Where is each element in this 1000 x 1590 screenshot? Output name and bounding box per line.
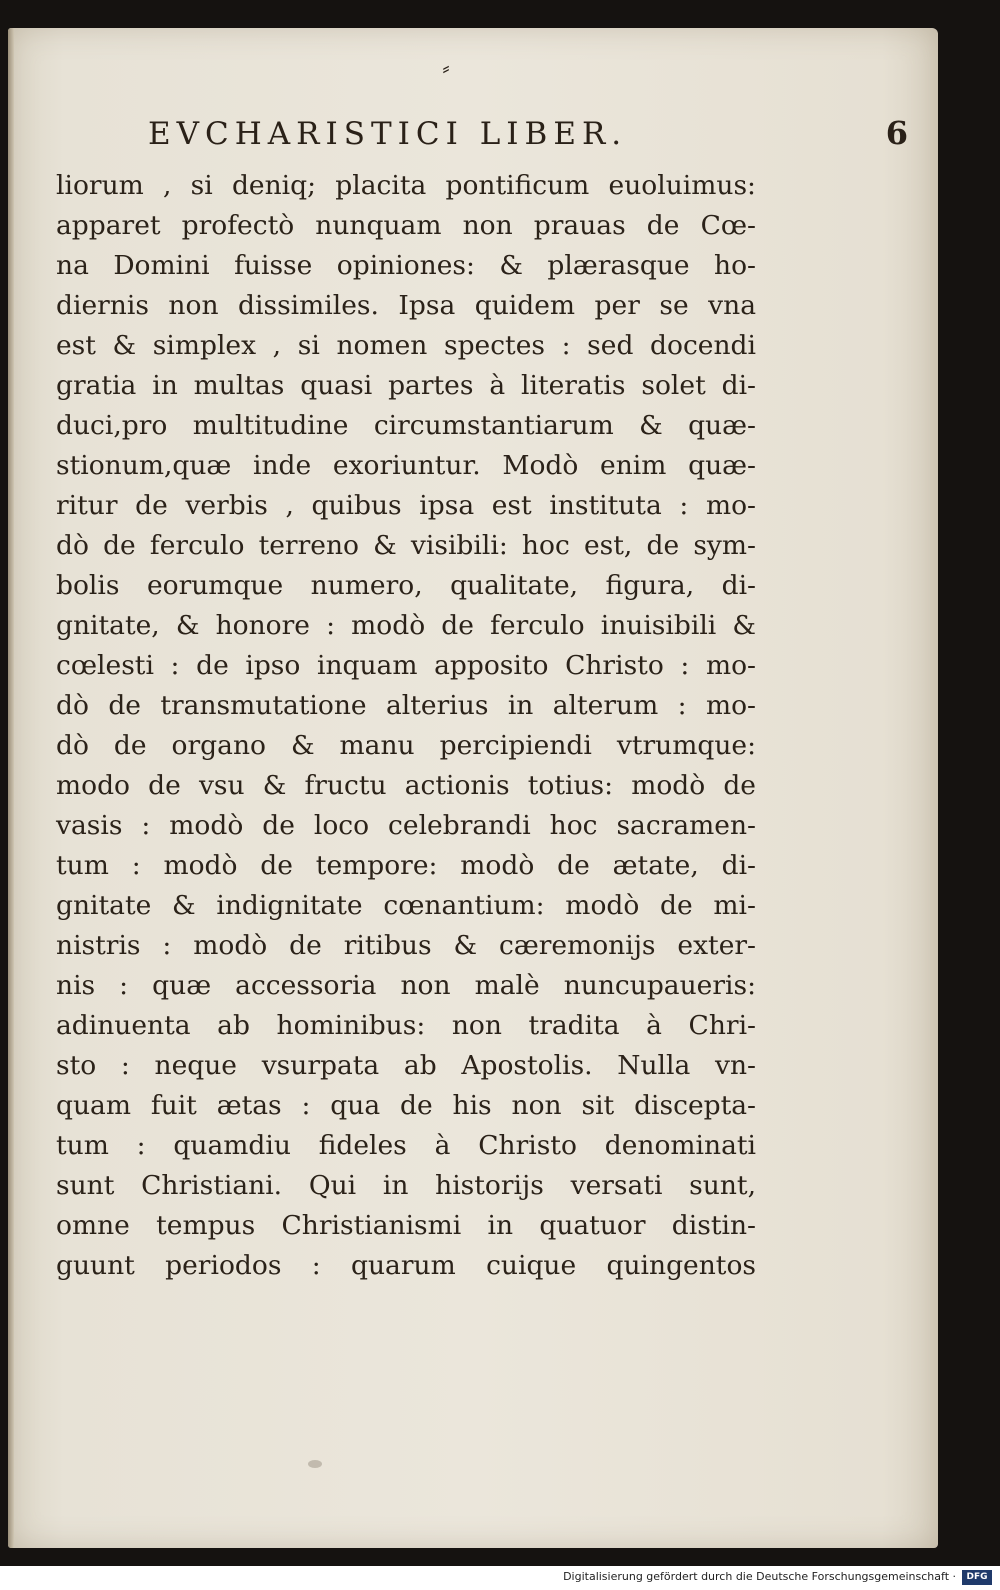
text-line: dò de organo & manu percipiendi vtrumque: xyxy=(56,730,756,761)
text-line: dò de transmutatione alterius in alterum : mo- xyxy=(56,690,756,721)
text-line: est & simplex , si nomen spectes : sed docendi xyxy=(56,330,756,361)
text-line: nis : quæ accessoria non malè nuncupaueris: xyxy=(56,970,756,1001)
page-number: 6 xyxy=(885,114,908,152)
text-line: sto : neque vsurpata ab Apostolis. Nulla vn- xyxy=(56,1050,756,1081)
text-line: cœlesti : de ipso inquam apposito Christo : mo- xyxy=(56,650,756,681)
text-block xyxy=(56,166,756,1286)
text-line: adinuenta ab hominibus: non tradita à Chri- xyxy=(56,1010,756,1041)
running-head xyxy=(148,116,908,160)
text-line: modo de vsu & fructu actionis totius: modò de xyxy=(56,770,756,801)
text-line: tum : modò de tempore: modò de ætate, di- xyxy=(56,850,756,881)
text-line: gratia in multas quasi partes à literatis solet di- xyxy=(56,370,756,401)
text-line: apparet profectò nunquam non prauas de Cœ- xyxy=(56,210,756,241)
book-page xyxy=(8,28,938,1548)
text-line: ritur de verbis , quibus ipsa est instituta : mo- xyxy=(56,490,756,521)
text-line: sunt Christiani. Qui in historijs versati sunt, xyxy=(56,1170,756,1201)
text-line: nistris : modò de ritibus & cæremonijs exter- xyxy=(56,930,756,961)
text-line: liorum , si deniq; placita pontificum euoluimus: xyxy=(56,170,756,201)
signature-mark: ⸗ xyxy=(442,56,450,81)
text-line: stionum,quæ inde exoriuntur. Modò enim quæ- xyxy=(56,450,756,481)
text-line: na Domini fuisse opiniones: & plærasque ho- xyxy=(56,250,756,281)
text-line: omne tempus Christianismi in quatuor distin- xyxy=(56,1210,756,1241)
digitization-footer xyxy=(0,1566,1000,1590)
text-line: vasis : modò de loco celebrandi hoc sacramen- xyxy=(56,810,756,841)
dfg-logo-icon: DFG xyxy=(962,1570,992,1585)
text-line: diernis non dissimiles. Ipsa quidem per se vna xyxy=(56,290,756,321)
text-line: gnitate & indignitate cœnantium: modò de mi- xyxy=(56,890,756,921)
text-line: bolis eorumque numero, qualitate, figura, di- xyxy=(56,570,756,601)
running-title: EVCHARISTICI LIBER. xyxy=(148,116,628,152)
text-line: gnitate, & honore : modò de ferculo inuisibili & xyxy=(56,610,756,641)
text-line: tum : quamdiu fideles à Christo denominati xyxy=(56,1130,756,1161)
ink-smudge xyxy=(308,1460,322,1468)
text-line: duci,pro multitudine circumstantiarum & quæ- xyxy=(56,410,756,441)
footer-credit: Digitalisierung gefördert durch die Deutsche Forschungsgemeinschaft · xyxy=(563,1570,956,1583)
text-line: dò de ferculo terreno & visibili: hoc est, de sym- xyxy=(56,530,756,561)
text-line: guunt periodos : quarum cuique quingentos xyxy=(56,1250,756,1281)
text-line: quam fuit ætas : qua de his non sit disceptа- xyxy=(56,1090,756,1121)
page-gutter-edge xyxy=(8,28,14,1548)
